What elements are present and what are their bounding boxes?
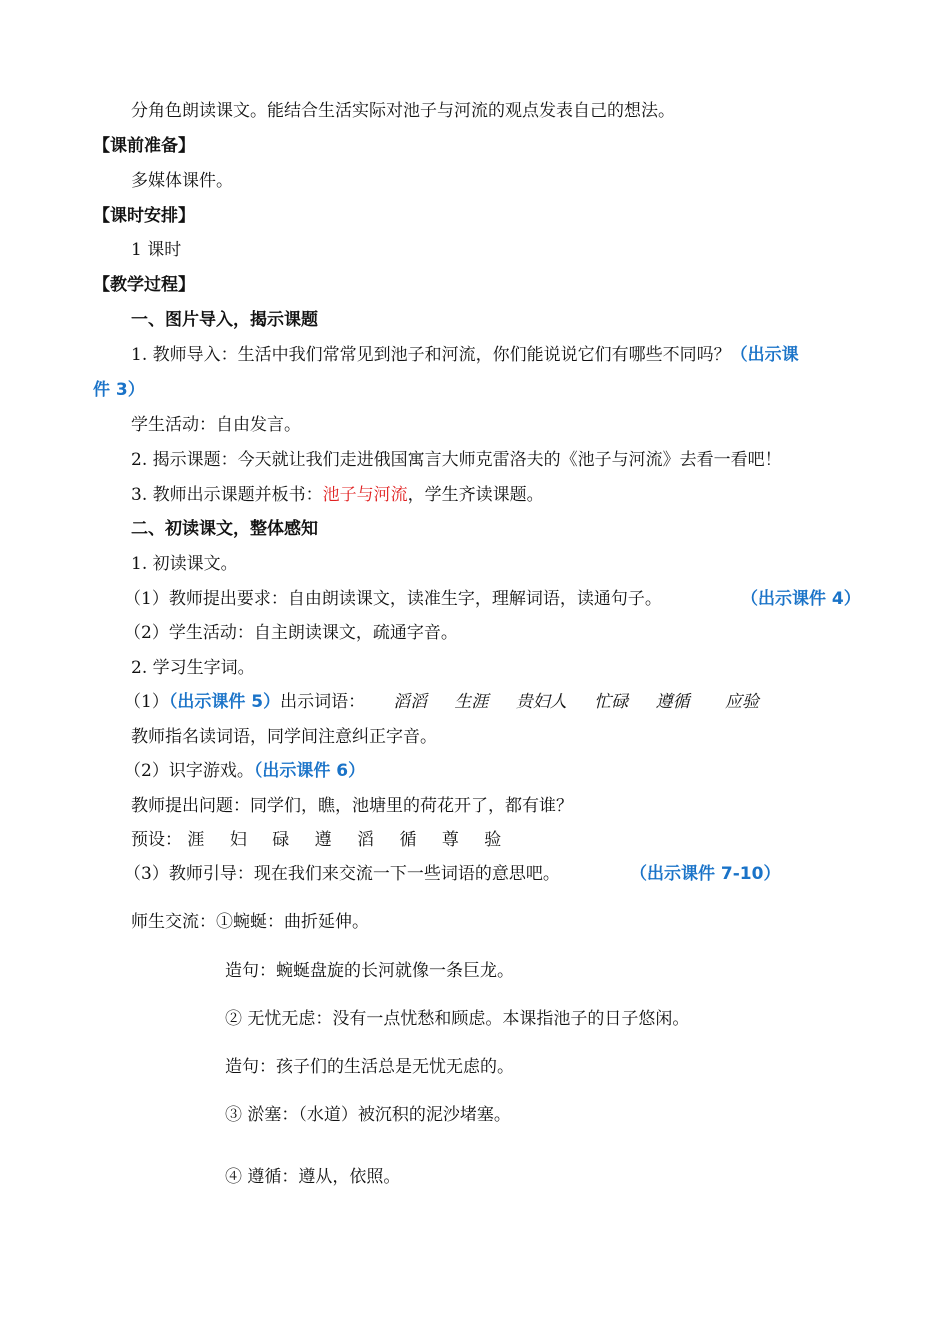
- exchange-label: 师生交流：: [131, 912, 216, 932]
- exchange-item-1: ①蜿蜒：曲折延伸。: [216, 912, 369, 932]
- part1-item1: [131, 343, 799, 367]
- preset-label: 预设：: [131, 830, 182, 850]
- exchange-item-4: ④ 遵循：遵从，依照。: [225, 1167, 401, 1187]
- part2-title: 二、初读课文，整体感知: [131, 519, 318, 539]
- schedule-heading: 【课时安排】: [93, 206, 195, 226]
- preset-char: 遵: [314, 830, 332, 850]
- part2-step2a-note: 教师指名读词语，同学间注意纠正字音。: [131, 727, 437, 747]
- vocab-word: 生涯: [454, 692, 489, 712]
- prep-heading: 【课前准备】: [93, 136, 195, 156]
- part1-item3-pre: 3. 教师出示课题并板书：: [131, 485, 323, 505]
- intro-line: 分角色朗读课文。能结合生活实际对池子与河流的观点发表自己的想法。: [131, 101, 675, 121]
- part2-step2a-label: 出示词语：: [280, 692, 366, 712]
- part2-step2a-pre: （1）: [124, 692, 169, 712]
- part2-step1b: （2）学生活动：自主朗读课文，疏通字音。: [124, 623, 458, 643]
- schedule-content: 1 课时: [131, 240, 182, 260]
- preset-char: 循: [399, 830, 417, 850]
- part2-step2: 2. 学习生字词。: [131, 658, 255, 678]
- vocab-word: 应验: [725, 692, 760, 712]
- courseware-ref-6: （出示课件 6）: [253, 761, 366, 781]
- courseware-ref-5: （出示课件 5）: [168, 692, 281, 712]
- process-heading: 【教学过程】: [93, 275, 195, 295]
- exchange-line-1: [131, 910, 369, 934]
- preset-char: 碌: [272, 830, 290, 850]
- part1-item3-post: ，学生齐读课题。: [407, 485, 544, 505]
- vocab-word: 滔滔: [393, 692, 427, 712]
- preset-char: 滔: [357, 830, 375, 850]
- exchange-sentence-1: 造句：蜿蜒盘旋的长河就像一条巨龙。: [225, 961, 514, 981]
- part1-item1-text: 1. 教师导入：生活中我们常常见到池子和河流，你们能说说它们有哪些不同吗？: [131, 345, 731, 365]
- exchange-item-3: ③ 淤塞：（水道）被沉积的泥沙堵塞。: [225, 1105, 511, 1125]
- vocab-word: 遵循: [655, 692, 690, 712]
- courseware-ref: （出示课: [730, 345, 799, 365]
- courseware-ref-4: （出示课件 4）: [741, 589, 861, 609]
- courseware-ref-7-10: （出示课件 7-10）: [630, 864, 781, 884]
- prep-content: 多媒体课件。: [131, 171, 233, 191]
- board-title: 池子与河流: [322, 485, 408, 505]
- exchange-sentence-2: 造句：孩子们的生活总是无忧无虑的。: [225, 1057, 514, 1077]
- part1-activity: 学生活动：自由发言。: [131, 415, 301, 435]
- preset-char: 涯: [187, 830, 205, 850]
- part2-step1a: （1）教师提出要求：自由朗读课文，读准生字，理解词语，读通句子。: [124, 589, 662, 609]
- vocab-word: 贵妇人: [515, 692, 567, 712]
- part2-step2c: （3）教师引导：现在我们来交流一下一些词语的意思吧。: [124, 864, 560, 884]
- vocab-word: 忙碌: [594, 692, 629, 712]
- vocab-list: [393, 690, 781, 714]
- part1-item2: 2. 揭示课题：今天就让我们走进俄国寓言大师克雷洛夫的《池子与河流》去看一看吧！: [131, 450, 782, 470]
- part1-item3: [131, 483, 544, 507]
- exchange-item-2: ② 无忧无虑：没有一点忧愁和顾虑。本课指池子的日子悠闲。: [225, 1009, 690, 1029]
- courseware-ref-cont: 件 3）: [93, 380, 145, 400]
- part1-title: 一、图片导入，揭示课题: [131, 310, 318, 330]
- part2-step1: 1. 初读课文。: [131, 554, 238, 574]
- preset-line: [131, 828, 521, 852]
- part2-step2b-question: 教师提出问题：同学们，瞧，池塘里的荷花开了，都有谁？: [131, 796, 573, 816]
- preset-char: 尊: [441, 830, 459, 850]
- preset-char: 验: [484, 830, 502, 850]
- part2-step2b: [124, 759, 365, 783]
- part2-step2b-pre: （2）识字游戏。: [124, 761, 254, 781]
- part2-step2a: [124, 690, 365, 714]
- preset-char: 妇: [229, 830, 247, 850]
